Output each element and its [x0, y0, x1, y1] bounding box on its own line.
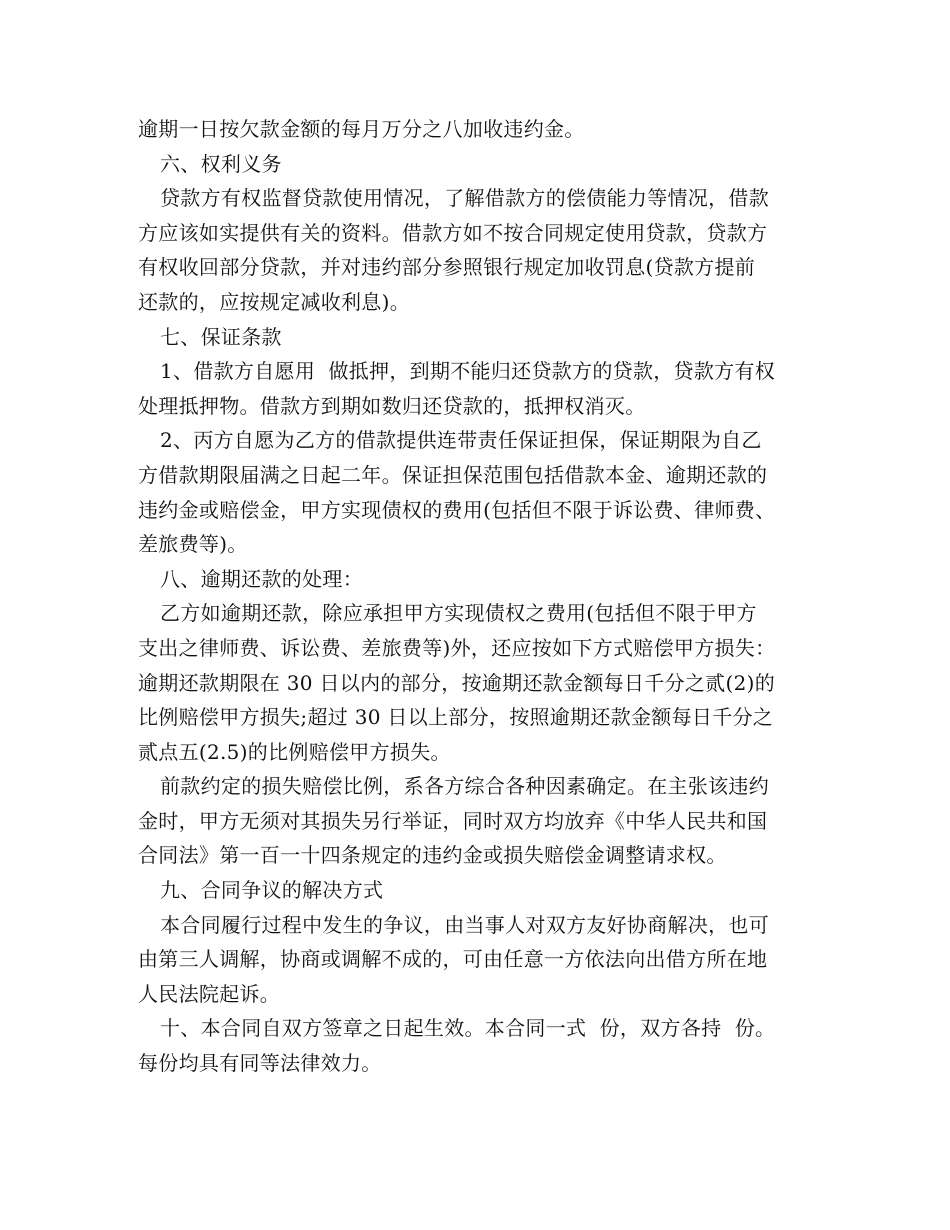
paragraph-line: 逾期还款期限在 30 日以内的部分，按逾期还款金额每日千分之贰(2)的 — [138, 670, 775, 695]
paragraph-line: 合同法》第一百一十四条规定的违约金或损失赔偿金调整请求权。 — [138, 843, 727, 868]
paragraph-line: 金时，甲方无须对其损失另行举证，同时双方均放弃《中华人民共和国 — [138, 808, 768, 833]
paragraph-line: 有权收回部分贷款，并对违约部分参照银行规定加收罚息(贷款方提前 — [138, 255, 756, 280]
section-heading: 九、合同争议的解决方式 — [160, 878, 384, 903]
paragraph-line: 处理抵押物。借款方到期如数归还贷款的，抵押权消灭。 — [138, 393, 646, 418]
paragraph-line: 方借款期限届满之日起二年。保证担保范围包括借款本金、逾期还款的 — [138, 462, 768, 487]
section-heading: 七、保证条款 — [160, 324, 282, 349]
paragraph-line: 由第三人调解，协商或调解不成的，可由任意一方依法向出借方所在地 — [138, 947, 768, 972]
paragraph-line: 方应该如实提供有关的资料。借款方如不按合同规定使用贷款，贷款方 — [138, 220, 768, 245]
paragraph-line: 差旅费等)。 — [138, 532, 248, 557]
paragraph-line: 支出之律师费、诉讼费、差旅费等)外，还应按如下方式赔偿甲方损失： — [138, 635, 776, 660]
paragraph-line: 还款的，应按规定减收利息)。 — [138, 289, 411, 314]
paragraph-line: 每份均具有同等法律效力。 — [138, 1051, 382, 1076]
paragraph-line: 本合同履行过程中发生的争议，由当事人对双方友好协商解决，也可 — [160, 912, 769, 937]
text-line: 逾期一日按欠款金额的每月万分之八加收违约金。 — [138, 117, 585, 141]
paragraph-line: 贷款方有权监督贷款使用情况，了解借款方的偿债能力等情况，借款 — [160, 186, 769, 211]
paragraph-line: 前款约定的损失赔偿比例，系各方综合各种因素确定。在主张该违约 — [160, 774, 769, 799]
section-heading: 十、本合同自双方签章之日起生效。本合同一式 份，双方各持 份。 — [160, 1016, 776, 1041]
paragraph-line: 违约金或赔偿金，甲方实现债权的费用(包括但不限于诉讼费、律师费、 — [138, 497, 776, 522]
paragraph-line: 1、借款方自愿用 做抵押，到期不能归还贷款方的贷款，贷款方有权 — [160, 359, 776, 384]
paragraph-line: 比例赔偿甲方损失;超过 30 日以上部分，按照逾期还款金额每日千分之 — [138, 705, 774, 730]
paragraph-line: 人民法院起诉。 — [138, 981, 281, 1006]
paragraph-line: 2、丙方自愿为乙方的借款提供连带责任保证担保，保证期限为自乙 — [160, 428, 762, 453]
section-heading: 六、权利义务 — [160, 151, 282, 176]
document-body — [138, 112, 828, 1081]
paragraph-line: 贰点五(2.5)的比例赔偿甲方损失。 — [138, 739, 451, 764]
section-heading: 八、逾期还款的处理： — [160, 566, 363, 591]
paragraph-line: 乙方如逾期还款，除应承担甲方实现债权之费用(包括但不限于甲方 — [160, 601, 757, 626]
